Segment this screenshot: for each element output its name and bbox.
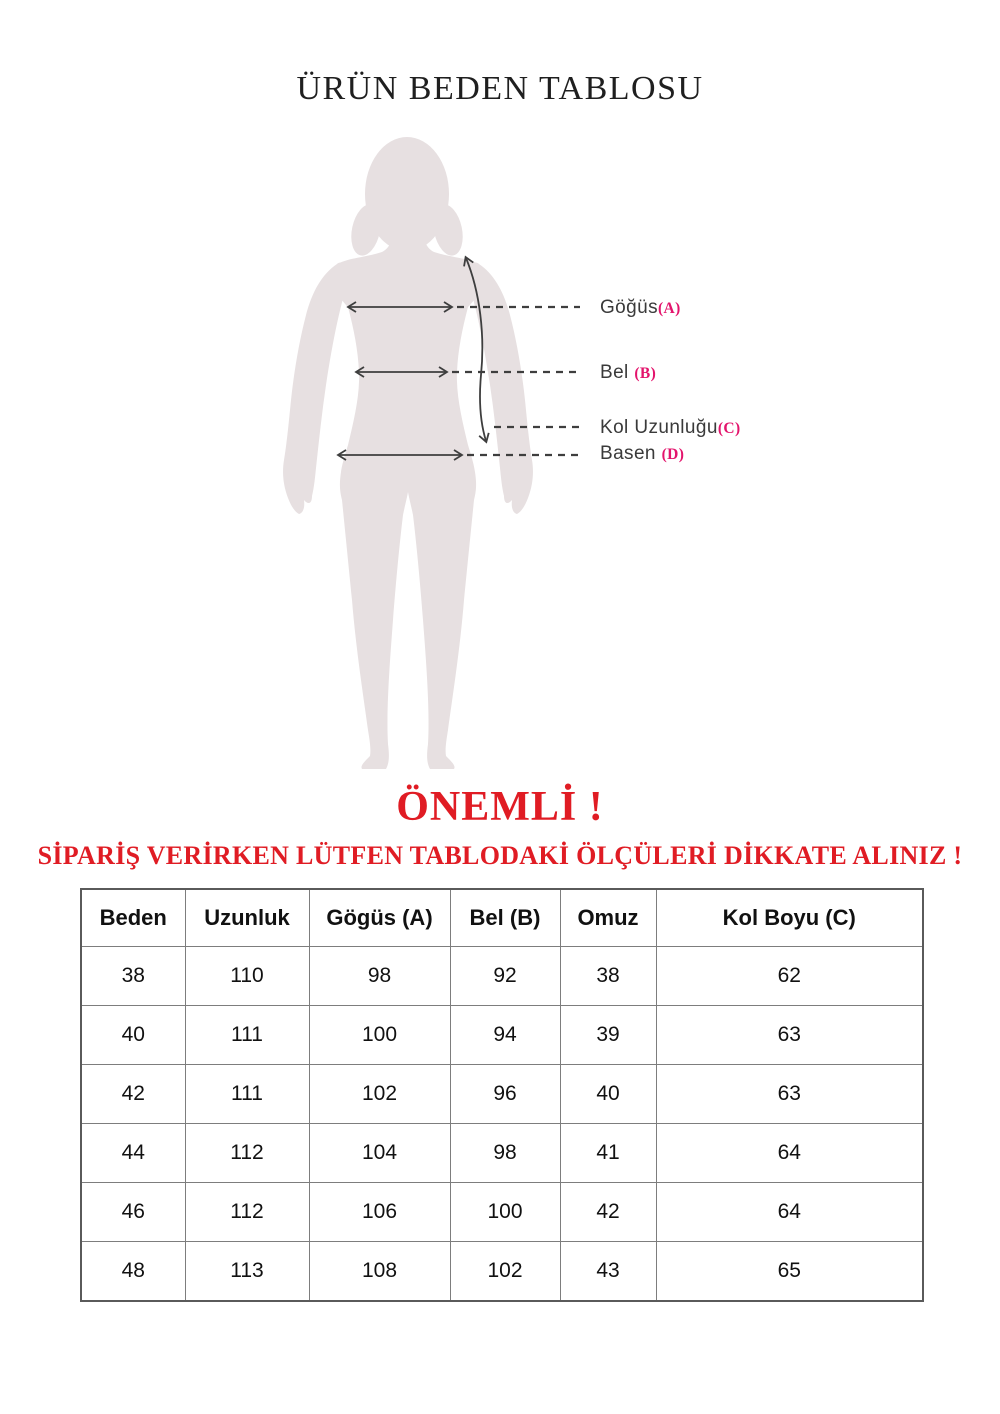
sleeve-label-text: Kol Uzunluğu — [600, 417, 718, 438]
table-row — [81, 1065, 923, 1124]
cell-gogus: 102 — [309, 1065, 450, 1124]
waist-label-code: (B) — [634, 365, 657, 382]
col-header-gogus: Gögüs (A) — [309, 889, 450, 947]
cell-gogus: 100 — [309, 1006, 450, 1065]
cell-gogus: 104 — [309, 1124, 450, 1183]
cell-beden: 46 — [81, 1183, 185, 1242]
hip-label-code: (D) — [661, 446, 685, 463]
sleeve-label-code: (C) — [717, 420, 741, 437]
cell-kol-boyu: 64 — [656, 1124, 923, 1183]
page-title: ÜRÜN BEDEN TABLOSU — [296, 70, 704, 107]
size-table-header-row — [81, 889, 923, 947]
silhouette-arm-left — [283, 263, 346, 514]
important-subheading: SİPARİŞ VERİRKEN LÜTFEN TABLODAKİ ÖLÇÜLERİ DİKKATE ALINIZ ! — [37, 841, 963, 870]
cell-bel: 94 — [450, 1006, 560, 1065]
cell-bel: 96 — [450, 1065, 560, 1124]
col-header-uzunluk: Uzunluk — [185, 889, 309, 947]
silhouette-torso-legs — [333, 205, 483, 769]
cell-uzunluk: 111 — [185, 1006, 309, 1065]
waist-label — [600, 362, 656, 384]
hip-label-text: Basen — [600, 443, 662, 464]
cell-uzunluk: 110 — [185, 947, 309, 1006]
cell-omuz: 38 — [560, 947, 656, 1006]
cell-gogus: 108 — [309, 1242, 450, 1302]
table-row — [81, 1242, 923, 1302]
cell-beden: 40 — [81, 1006, 185, 1065]
table-row — [81, 1183, 923, 1242]
cell-kol-boyu: 63 — [656, 1006, 923, 1065]
cell-beden: 42 — [81, 1065, 185, 1124]
cell-beden: 44 — [81, 1124, 185, 1183]
chest-label-code: (A) — [657, 300, 681, 317]
cell-omuz: 41 — [560, 1124, 656, 1183]
size-table — [80, 888, 924, 1302]
important-heading: ÖNEMLİ ! — [396, 784, 604, 830]
table-row — [81, 1006, 923, 1065]
cell-kol-boyu: 62 — [656, 947, 923, 1006]
cell-omuz: 43 — [560, 1242, 656, 1302]
col-header-beden: Beden — [81, 889, 185, 947]
cell-bel: 92 — [450, 947, 560, 1006]
cell-bel: 102 — [450, 1242, 560, 1302]
col-header-kol-boyu: Kol Boyu (C) — [656, 889, 923, 947]
col-header-bel: Bel (B) — [450, 889, 560, 947]
table-row — [81, 1124, 923, 1183]
cell-uzunluk: 112 — [185, 1124, 309, 1183]
cell-omuz: 39 — [560, 1006, 656, 1065]
cell-uzunluk: 112 — [185, 1183, 309, 1242]
sleeve-label — [600, 417, 741, 439]
body-silhouette-icon — [283, 137, 533, 769]
hip-label — [600, 443, 684, 465]
table-row — [81, 947, 923, 1006]
cell-kol-boyu: 65 — [656, 1242, 923, 1302]
cell-omuz: 42 — [560, 1183, 656, 1242]
cell-kol-boyu: 63 — [656, 1065, 923, 1124]
cell-bel: 98 — [450, 1124, 560, 1183]
cell-gogus: 98 — [309, 947, 450, 1006]
col-header-omuz: Omuz — [560, 889, 656, 947]
chest-label-text: Göğüs — [600, 297, 658, 318]
cell-uzunluk: 111 — [185, 1065, 309, 1124]
silhouette-arm-right — [470, 263, 533, 514]
cell-uzunluk: 113 — [185, 1242, 309, 1302]
cell-beden: 48 — [81, 1242, 185, 1302]
cell-beden: 38 — [81, 947, 185, 1006]
cell-omuz: 40 — [560, 1065, 656, 1124]
waist-label-text: Bel — [600, 362, 635, 383]
cell-gogus: 106 — [309, 1183, 450, 1242]
cell-bel: 100 — [450, 1183, 560, 1242]
cell-kol-boyu: 64 — [656, 1183, 923, 1242]
chest-label — [600, 297, 681, 319]
